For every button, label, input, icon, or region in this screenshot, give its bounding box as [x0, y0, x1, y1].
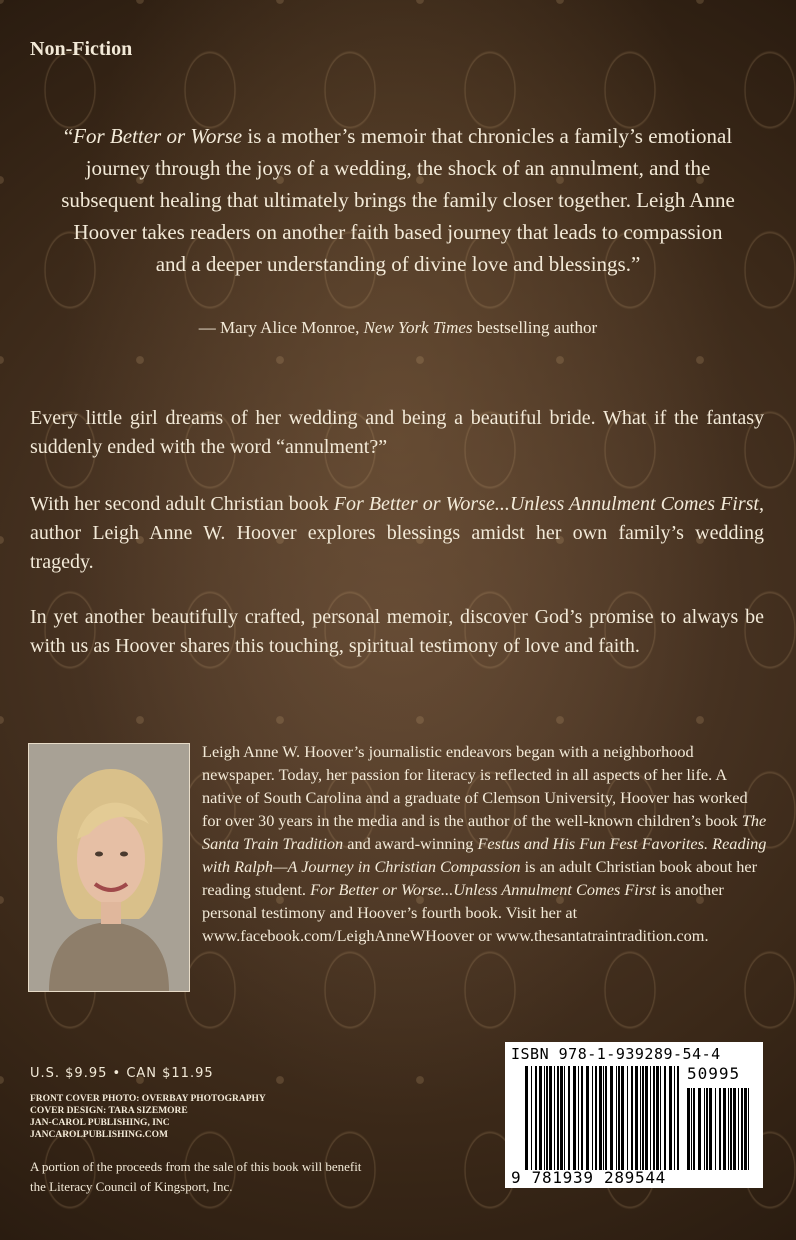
quote-text: is a mother’s memoir that chronicles a family’s emotional journey through the joys of a wedding, the shock of an annulment, and the subsequent healing that ultimately brings the family closer together. Leigh Anne Hoover takes readers on another faith based journey that leads to compassion and a deeper understanding of divine love and blessings.” [61, 124, 735, 276]
bio-title-3: For Better or Worse...Unless Annulment Comes First [310, 880, 657, 899]
author-bio [202, 740, 768, 947]
attribution-publication: New York Times [363, 318, 473, 337]
proceeds-note: A portion of the proceeds from the sale of this book will benefit the Literacy Council of Kingsport, Inc. [30, 1159, 362, 1194]
p2-book-title: For Better or Worse...Unless Annulment Comes First [333, 493, 759, 515]
description-paragraph-1: Every little girl dreams of her wedding and being a beautiful bride. What if the fantasy suddenly ended with the word “annulment?” [30, 407, 764, 458]
price-code: 50995 [687, 1064, 741, 1083]
attribution-suffix: bestselling author [472, 318, 598, 337]
genre-label: Non-Fiction [30, 38, 133, 60]
price-label: U.S. $9.95 • CAN $11.95 [30, 1066, 214, 1081]
bio-text-c: is an adult Christian book about her reading student. [202, 857, 758, 899]
credit-line: JAN-CAROL PUBLISHING, INC [30, 1118, 170, 1128]
description-paragraph-2 [30, 490, 764, 577]
credit-line: JANCAROLPUBLISHING.COM [30, 1130, 169, 1140]
bio-text-b: and award-winning [343, 834, 478, 853]
attribution-author: — Mary Alice Monroe, [198, 318, 364, 337]
endorsement-quote [60, 120, 736, 280]
ean-barcode-bars [525, 1066, 681, 1170]
p2-text-a: With her second adult Christian book [30, 493, 334, 515]
bio-text-a: Leigh Anne W. Hoover’s journalistic endeavors began with a neighborhood newspaper. Today, her passion for literacy is reflected in all aspects of her life. A native of South Carolina and a graduate of Clemson University, Hoover has worked for over 30 years in the media and is the author of the well-known children’s book [202, 742, 748, 830]
bio-title-2: Festus and His Fun Fest Favorites. Reading with Ralph—A Journey in Christian Compassion [202, 834, 767, 876]
p2-text-b: , author Leigh Anne W. Hoover explores blessings amidst her own family’s wedding tragedy. [30, 493, 764, 573]
credits [30, 1093, 266, 1141]
isbn-digits: 9 781939 289544 [511, 1168, 666, 1187]
author-photo [28, 743, 190, 992]
quote-open-mark: “ [63, 124, 74, 148]
credit-line: COVER DESIGN: TARA SIZEMORE [30, 1106, 188, 1116]
addon-barcode-bars [687, 1088, 753, 1170]
isbn-barcode [505, 1042, 763, 1188]
bio-title-1: The Santa Train Tradition [202, 811, 767, 853]
quote-book-title: For Better or Worse [73, 124, 243, 148]
author-portrait-illustration [29, 744, 189, 991]
bio-text-d: is another personal testimony and Hoover’s fourth book. Visit her at www.facebook.com/LeighAnneWHoover or www.thesantatraintradition.com. [202, 880, 724, 945]
endorsement-attribution [60, 318, 736, 338]
isbn-label: ISBN 978-1-939289-54-4 [511, 1045, 721, 1063]
credit-line: FRONT COVER PHOTO: OVERBAY PHOTOGRAPHY [30, 1094, 266, 1104]
description-paragraph-3: In yet another beautifully crafted, personal memoir, discover God’s promise to always be with us as Hoover shares this touching, spiritual testimony of love and faith. [30, 606, 764, 657]
